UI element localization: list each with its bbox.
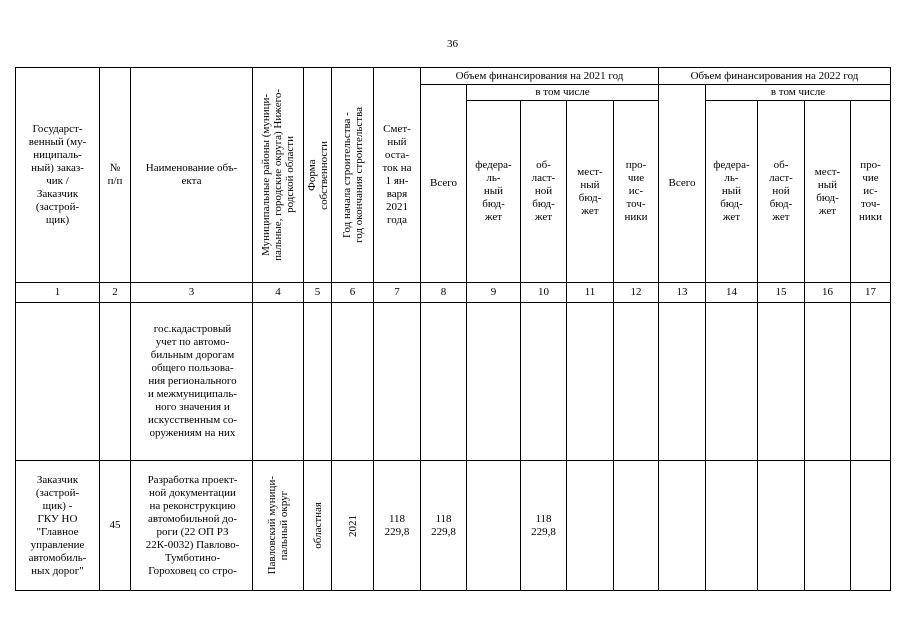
- header-years-cell: [332, 68, 374, 283]
- cell-ownership-wrapper: [304, 461, 332, 591]
- cell-years: [332, 303, 374, 461]
- header-row-1: [16, 68, 891, 85]
- cell-federal-2021: [467, 461, 521, 591]
- column-number: 7: [374, 283, 421, 303]
- cell-regional-2021: [521, 303, 567, 461]
- cell-customer: [16, 303, 100, 461]
- column-number: 14: [706, 283, 758, 303]
- cell-local-2021: [567, 461, 614, 591]
- cell-other-2022: [851, 303, 891, 461]
- header-total-2022: Всего: [659, 85, 706, 283]
- cell-ownership: областная: [311, 502, 324, 549]
- header-object-name: Наименование объ- екта: [131, 68, 253, 283]
- cell-customer: Заказчик (застрой- щик) - ГКУ НО "Главное управление автомобиль- ных дорог": [16, 461, 100, 591]
- column-number: 13: [659, 283, 706, 303]
- cell-total-2022: [659, 461, 706, 591]
- column-number: 6: [332, 283, 374, 303]
- cell-object-name: Разработка проект- ной документации на реконструкцию автомобильной до- роги (22 ОП РЗ 22К-0032) Павлово- Тумботино- Гороховец со стро-: [131, 461, 253, 591]
- header-construction-years: Год начала строительства - год окончания строительства: [340, 107, 365, 243]
- cell-federal-2022: [706, 461, 758, 591]
- header-municipal-districts: Муниципальные районы (муници- пальные, городские округа) Нижего- родской области: [260, 89, 296, 261]
- header-regional-2021: об- ласт- ной бюд- жет: [521, 101, 567, 283]
- header-ownership-form: Форма собственности: [305, 140, 330, 210]
- cell-district: [253, 303, 304, 461]
- cell-total-2021: [421, 303, 467, 461]
- cell-balance: 118 229,8: [374, 461, 421, 591]
- header-local-2022: мест- ный бюд- жет: [805, 101, 851, 283]
- column-number: 5: [304, 283, 332, 303]
- header-estimated-balance: Смет- ный оста- ток на 1 ян- варя 2021 года: [374, 68, 421, 283]
- column-number: 1: [16, 283, 100, 303]
- financing-table: [15, 67, 891, 591]
- header-federal-2021: федера- ль- ный бюд- жет: [467, 101, 521, 283]
- column-number: 8: [421, 283, 467, 303]
- header-funding-2021: Объем финансирования на 2021 год: [421, 68, 659, 85]
- column-number: 12: [614, 283, 659, 303]
- cell-balance: [374, 303, 421, 461]
- table-row: [16, 303, 891, 461]
- cell-years: 2021: [346, 514, 359, 537]
- cell-total-2022: [659, 303, 706, 461]
- cell-regional-2021: 118 229,8: [521, 461, 567, 591]
- cell-local-2022: [805, 303, 851, 461]
- cell-other-2022: [851, 461, 891, 591]
- cell-number: 45: [100, 461, 131, 591]
- header-other-2022: про- чие ис- точ- ники: [851, 101, 891, 283]
- header-ownership-cell: [304, 68, 332, 283]
- column-number: 3: [131, 283, 253, 303]
- cell-federal-2022: [706, 303, 758, 461]
- header-other-2021: про- чие ис- точ- ники: [614, 101, 659, 283]
- header-including-2021: в том числе: [467, 85, 659, 101]
- column-number: 11: [567, 283, 614, 303]
- cell-local-2021: [567, 303, 614, 461]
- page-number: 36: [447, 38, 458, 50]
- cell-other-2021: [614, 303, 659, 461]
- column-number: 4: [253, 283, 304, 303]
- header-federal-2022: федера- ль- ный бюд- жет: [706, 101, 758, 283]
- header-districts-cell: [253, 68, 304, 283]
- cell-object-name: гос.кадастровый учет по автомо- бильным дорогам общего пользова- ния регионального и межмуниципаль- ного значения и искусственным со- оружениям на них: [131, 303, 253, 461]
- cell-district-wrapper: [253, 461, 304, 591]
- column-number: 9: [467, 283, 521, 303]
- cell-regional-2022: [758, 461, 805, 591]
- header-including-2022: в том числе: [706, 85, 891, 101]
- cell-total-2021: 118 229,8: [421, 461, 467, 591]
- header-funding-2022: Объем финансирования на 2022 год: [659, 68, 891, 85]
- column-number: 15: [758, 283, 805, 303]
- header-customer: Государст- венный (му- ниципаль- ный) заказ- чик / Заказчик (застрой- щик): [16, 68, 100, 283]
- column-number: 17: [851, 283, 891, 303]
- header-number: № п/п: [100, 68, 131, 283]
- table-row: [16, 461, 891, 591]
- column-number: 2: [100, 283, 131, 303]
- column-number-row: [16, 283, 891, 303]
- column-number: 16: [805, 283, 851, 303]
- cell-local-2022: [805, 461, 851, 591]
- cell-number: [100, 303, 131, 461]
- cell-federal-2021: [467, 303, 521, 461]
- header-total-2021: Всего: [421, 85, 467, 283]
- cell-ownership: [304, 303, 332, 461]
- header-regional-2022: об- ласт- ной бюд- жет: [758, 101, 805, 283]
- cell-regional-2022: [758, 303, 805, 461]
- cell-other-2021: [614, 461, 659, 591]
- cell-district: Павловский муници- пальный округ: [266, 476, 290, 575]
- column-number: 10: [521, 283, 567, 303]
- cell-years-wrapper: [332, 461, 374, 591]
- header-local-2021: мест- ный бюд- жет: [567, 101, 614, 283]
